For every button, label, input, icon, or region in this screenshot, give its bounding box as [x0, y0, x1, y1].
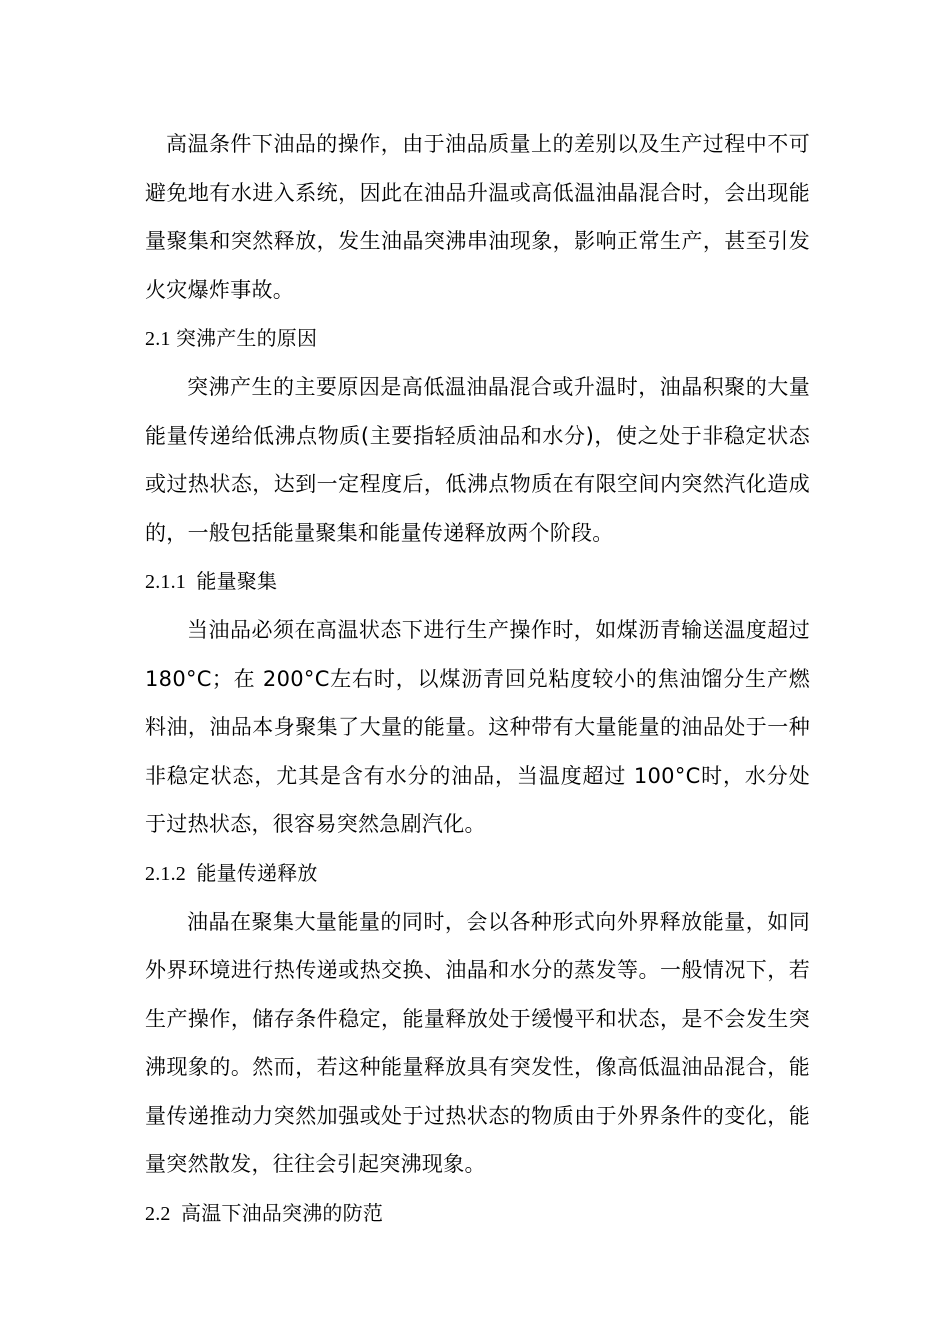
section-title: 能量传递释放 [196, 860, 318, 885]
document-body [145, 120, 810, 1238]
section-heading-2-2 [145, 1189, 810, 1238]
section-number: 2.1.1 [145, 571, 186, 593]
intro-paragraph: 高温条件下油品的操作，由于油品质量上的差别以及生产过程中不可避免地有水进入系统，因此在油品升温或高低温油晶混合时，会出现能量聚集和突然释放，发生油晶突沸串油现象，影响正常生产，甚至引发火灾爆炸事故。 [145, 132, 810, 302]
section-number: 2.2 [145, 1202, 171, 1225]
section-heading-2-1-1 [145, 557, 810, 606]
section-heading-2-1 [145, 314, 810, 363]
body-paragraph-energy-accumulation: 当油品必须在高温状态下进行生产操作时，如煤沥青输送温度超过 180°C；在 200°C左右时，以煤沥青回兑粘度较小的焦油馏分生产燃料油，油品本身聚集了大量的能量。这种带有大量能量的油品处于一种非稳定状态，尤其是含有水分的油品，当温度超过 100°C时，水分处于过热状态，很容易突然急剧汽化。 [145, 618, 810, 836]
section-heading-2-1-2 [145, 849, 810, 898]
body-paragraph-energy-release: 油晶在聚集大量能量的同时，会以各种形式向外界释放能量，如同外界环境进行热传递或热交换、油晶和水分的蒸发等。一般情况下，若生产操作，储存条件稳定，能量释放处于缓慢平和状态，是不会发生突沸现象的。然而，若这种能量释放具有突发性，像高低温油品混合，能量传递推动力突然加强或处于过热状态的物质由于外界条件的变化，能量突然散发，往往会引起突沸现象。 [145, 909, 810, 1176]
body-paragraph-cause: 突沸产生的主要原因是高低温油晶混合或升温时，油晶积聚的大量能量传递给低沸点物质(主要指轻质油品和水分)，使之处于非稳定状态或过热状态，达到一定程度后，低沸点物质在有限空间内突然汽化造成的，一般包括能量聚集和能量传递释放两个阶段。 [145, 375, 810, 545]
section-title: 能量聚集 [196, 569, 278, 593]
section-number: 2.1 [145, 328, 171, 350]
section-number: 2.1.2 [145, 862, 186, 885]
section-title: 高温下油品突沸的防范 [181, 1200, 384, 1225]
section-title: 突沸产生的原因 [175, 326, 318, 350]
